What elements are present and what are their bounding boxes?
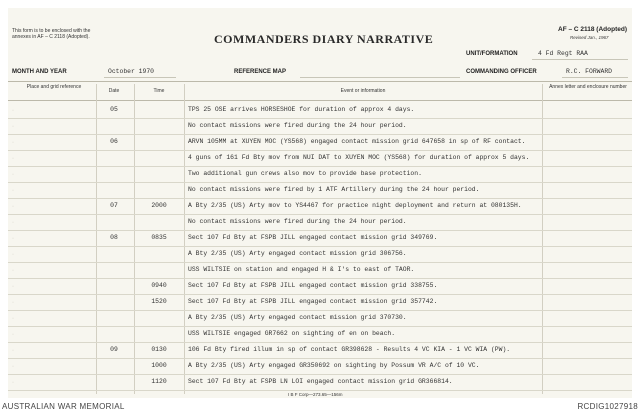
commanding-officer-value: R.C. FORWARD: [566, 68, 613, 75]
row-date: 08: [110, 234, 118, 241]
row-time: 0130: [151, 346, 167, 353]
diary-row: [8, 215, 632, 229]
diary-row: [8, 199, 632, 213]
row-event: ARVN 105MM at XUYEN MOC (YS568) engaged contact mission grid 647658 in sp of RF contact.: [188, 138, 526, 145]
row-time: 0835: [151, 234, 167, 241]
row-event: 4 guns of 161 Fd Bty mov from NUI DAT to XUYEN MOC (YS568) for duration of approx 5 days.: [188, 154, 530, 161]
diary-row: [8, 343, 632, 357]
row-rule: [8, 390, 632, 391]
row-event: Sect 107 Fd Bty at FSPB JILL engaged contact mission grid 338755.: [188, 282, 438, 289]
row-date: 07: [110, 202, 118, 209]
row-time: 1000: [151, 362, 167, 369]
col-time: Time: [153, 88, 165, 94]
row-event: A Bty 2/35 (US) Arty engaged contact mission grid 306756.: [188, 250, 407, 257]
revised-date: Revised Jan., 1967: [570, 35, 609, 40]
diary-row: [8, 247, 632, 261]
enclose-note: This form is to be enclosed with the annexes in AF – C 2118 (Adopted).: [12, 28, 91, 40]
row-tick-mark: ·: [12, 300, 14, 306]
footer-id: RCDIG1027918: [577, 402, 638, 411]
diary-row: [8, 151, 632, 165]
row-tick-mark: ·: [12, 220, 14, 226]
row-tick-mark: ·: [12, 236, 14, 242]
commanding-officer-underline: [562, 77, 628, 78]
row-tick-mark: ·: [12, 380, 14, 386]
row-time: 0940: [151, 282, 167, 289]
row-event: Sect 107 Fd Bty at FSPB LN LOI engaged contact mission grid GR366814.: [188, 378, 453, 385]
diary-row: [8, 119, 632, 133]
col-annex: Annex letter and enclosure number: [549, 84, 627, 90]
diary-row: [8, 263, 632, 277]
header-bottom-rule: [8, 100, 632, 101]
unit-value: 4 Fd Regt RAA: [538, 50, 588, 57]
row-event: No contact missions were fired by 1 ATF Artillery during the 24 hour period.: [188, 186, 480, 193]
form-number: AF – C 2118 (Adopted): [558, 26, 627, 33]
diary-rows: [8, 103, 632, 395]
row-tick-mark: ·: [12, 188, 14, 194]
unit-underline: [532, 59, 628, 60]
row-tick-mark: ·: [12, 204, 14, 210]
row-time: 2000: [151, 202, 167, 209]
row-tick-mark: ·: [12, 172, 14, 178]
unit-label: UNIT/FORMATION: [466, 51, 518, 57]
row-tick-mark: ·: [12, 156, 14, 162]
row-tick-mark: ·: [12, 348, 14, 354]
diary-row: [8, 311, 632, 325]
col-date: Date: [108, 88, 120, 94]
diary-row: [8, 183, 632, 197]
row-event: A Bty 2/35 (US) Arty engaged GR350692 on sighting by Possum VR A/C of 10 VC.: [188, 362, 480, 369]
footer-credit: AUSTRALIAN WAR MEMORIAL: [2, 402, 125, 411]
row-tick-mark: ·: [12, 124, 14, 130]
diary-row: [8, 231, 632, 245]
row-event: No contact missions were fired during the 24 hour period.: [188, 218, 407, 225]
month-year-underline: [104, 77, 176, 78]
diary-row: [8, 327, 632, 341]
row-tick-mark: ·: [12, 364, 14, 370]
col-place: Place and grid reference: [26, 84, 82, 90]
row-tick-mark: ·: [12, 140, 14, 146]
commanding-officer-label: COMMANDING OFFICER: [466, 69, 537, 75]
diary-row: [8, 167, 632, 181]
header-top-rule: [8, 81, 632, 82]
row-event: Two additional gun crews also mov to provide base protection.: [188, 170, 422, 177]
row-event: No contact missions were fired during the 24 hour period.: [188, 122, 407, 129]
row-event: A Bty 2/35 (US) Arty engaged contact mission grid 370730.: [188, 314, 407, 321]
row-tick-mark: ·: [12, 252, 14, 258]
row-date: 09: [110, 346, 118, 353]
row-event: Sect 107 Fd Bty at FSPB JILL engaged contact mission grid 349769.: [188, 234, 438, 241]
reference-map-label: REFERENCE MAP: [234, 69, 287, 75]
diary-sheet: [8, 8, 632, 398]
diary-row: [8, 375, 632, 389]
row-tick-mark: ·: [12, 332, 14, 338]
row-event: USS WILTSIE on station and engaged H & I's to east of TAOR.: [188, 266, 415, 273]
row-event: TPS 25 OSE arrives HORSESHOE for duration of approx 4 days.: [188, 106, 415, 113]
diary-row: [8, 135, 632, 149]
diary-row: [8, 103, 632, 117]
row-time: 1120: [151, 378, 167, 385]
row-tick-mark: ·: [12, 268, 14, 274]
footer-bar: [0, 398, 640, 416]
row-time: 1520: [151, 298, 167, 305]
reference-map-underline: [300, 77, 460, 78]
page-title: COMMANDERS DIARY NARRATIVE: [214, 32, 434, 46]
row-event: 106 Fd Bty fired illum in sp of contact GR398628 - Results 4 VC KIA - 1 VC WIA (PW).: [188, 346, 511, 353]
row-event: A Bty 2/35 (US) Arty mov to YS4467 for practice night deployment and return at 080135H.: [188, 202, 522, 209]
print-code: I B F Corp—273.65—156m: [288, 392, 343, 397]
col-event: Event or information: [340, 88, 386, 94]
row-date: 05: [110, 106, 118, 113]
row-tick-mark: ·: [12, 284, 14, 290]
month-year-label: MONTH AND YEAR: [12, 69, 67, 75]
diary-row: [8, 359, 632, 373]
row-date: 06: [110, 138, 118, 145]
row-event: USS WILTSIE engaged GR7662 on sighting of en on beach.: [188, 330, 396, 337]
diary-row: [8, 279, 632, 293]
row-event: Sect 107 Fd Bty at FSPB JILL engaged contact mission grid 357742.: [188, 298, 438, 305]
row-tick-mark: ·: [12, 316, 14, 322]
diary-row: [8, 295, 632, 309]
row-tick-mark: ·: [12, 108, 14, 114]
month-year-value: October 1970: [108, 68, 155, 75]
